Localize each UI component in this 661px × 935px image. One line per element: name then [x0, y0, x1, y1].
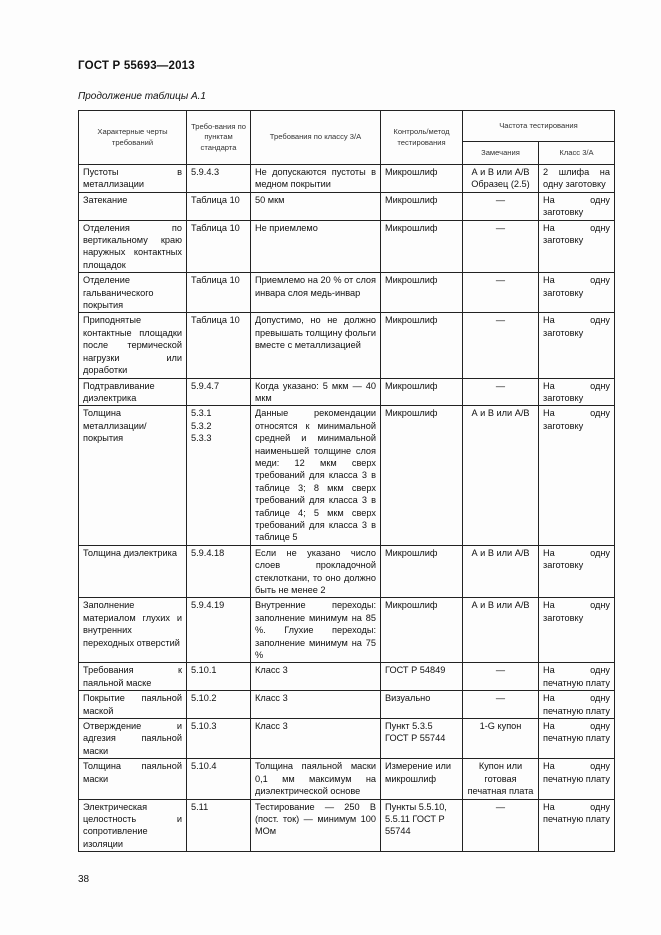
- cell-requirement: Класс 3: [251, 663, 381, 691]
- cell-clause: 5.10.1: [187, 663, 251, 691]
- cell-clause: 5.9.4.3: [187, 165, 251, 193]
- cell-notes: А и В или А/В: [463, 598, 539, 663]
- cell-class: На одну печатную плату: [539, 663, 615, 691]
- cell-feature: Толщина диэлектрика: [79, 545, 187, 598]
- cell-requirement: Допустимо, но не должно превышать толщину фольги вместе с металлизацией: [251, 313, 381, 378]
- cell-clause: Таблица 10: [187, 313, 251, 378]
- cell-class: На одну печатную плату: [539, 719, 615, 759]
- page-number: 38: [78, 874, 90, 885]
- cell-requirement: Когда указано: 5 мкм — 40 мкм: [251, 378, 381, 406]
- cell-method: Микрошлиф: [381, 273, 463, 313]
- cell-class: На одну печатную плату: [539, 799, 615, 852]
- cell-feature: Затекание: [79, 192, 187, 220]
- cell-class: На одну заготовку: [539, 545, 615, 598]
- cell-method: Микрошлиф: [381, 192, 463, 220]
- cell-class: На одну заготовку: [539, 598, 615, 663]
- cell-notes: 1-G купон: [463, 719, 539, 759]
- table-row: [79, 220, 615, 273]
- cell-requirement: Не приемлемо: [251, 220, 381, 273]
- cell-method: Микрошлиф: [381, 378, 463, 406]
- cell-feature: Приподнятые контактные площадки после термической нагрузки или доработки: [79, 313, 187, 378]
- cell-notes: —: [463, 273, 539, 313]
- cell-requirement: Класс 3: [251, 691, 381, 719]
- table-row: [79, 273, 615, 313]
- cell-clause: 5.9.4.7: [187, 378, 251, 406]
- cell-method: Измерение или микрошлиф: [381, 759, 463, 799]
- cell-requirement: Толщина паяльной маски 0,1 мм максимум на диэлектрической основе: [251, 759, 381, 799]
- table-row: [79, 663, 615, 691]
- table-row: [79, 691, 615, 719]
- cell-requirement: Не допускаются пустоты в медном покрытии: [251, 165, 381, 193]
- cell-notes: —: [463, 663, 539, 691]
- cell-clause: 5.3.1 5.3.2 5.3.3: [187, 406, 251, 545]
- cell-clause: 5.10.3: [187, 719, 251, 759]
- cell-requirement: Данные рекомендации относятся к минимальной средней и минимальной наименьшей толщине слоя меди: 12 мкм сверх требований для класса 3 в таблице 3; 8 мкм сверх требований для класса 3 в таблице 4; 5 мкм сверх требований для класса 3 в таблице 5: [251, 406, 381, 545]
- cell-clause: 5.11: [187, 799, 251, 852]
- cell-clause: 5.10.2: [187, 691, 251, 719]
- cell-notes: А и В или А/В Образец (2.5): [463, 165, 539, 193]
- header-feature: Характерные черты требований: [79, 111, 187, 165]
- header-requirement: Требования по классу 3/А: [251, 111, 381, 165]
- cell-feature: Электрическая целостность и сопротивление изоляции: [79, 799, 187, 852]
- cell-requirement: Если не указано число слоев прокладочной стеклоткани, то оно должно быть не менее 2: [251, 545, 381, 598]
- cell-notes: А и В или А/В: [463, 545, 539, 598]
- header-class: Класс 3/А: [539, 142, 615, 165]
- table-row: [79, 378, 615, 406]
- cell-notes: Купон или готовая печатная плата: [463, 759, 539, 799]
- cell-class: На одну заготовку: [539, 406, 615, 545]
- cell-feature: Отделения по вертикальному краю наружных контактных площадок: [79, 220, 187, 273]
- table-row: [79, 313, 615, 378]
- cell-method: Микрошлиф: [381, 313, 463, 378]
- table-row: [79, 759, 615, 799]
- cell-feature: Подтравливание диэлектрика: [79, 378, 187, 406]
- header-method: Контроль/метод тестирования: [381, 111, 463, 165]
- table-row: [79, 192, 615, 220]
- header-frequency: Частота тестирования: [463, 111, 615, 142]
- cell-requirement: Внутренние переходы: заполнение минимум на 85 %. Глухие переходы: заполнение минимум на 75 %: [251, 598, 381, 663]
- cell-feature: Отверждение и адгезия паяльной маски: [79, 719, 187, 759]
- table-row: [79, 598, 615, 663]
- cell-clause: Таблица 10: [187, 192, 251, 220]
- cell-notes: —: [463, 691, 539, 719]
- cell-notes: —: [463, 220, 539, 273]
- cell-class: На одну заготовку: [539, 313, 615, 378]
- cell-requirement: Тестирование — 250 В (пост. ток) — минимум 100 МОм: [251, 799, 381, 852]
- cell-class: На одну печатную плату: [539, 759, 615, 799]
- header-notes: Замечания: [463, 142, 539, 165]
- cell-feature: Требования к паяльной маске: [79, 663, 187, 691]
- cell-method: Микрошлиф: [381, 598, 463, 663]
- cell-method: ГОСТ Р 54849: [381, 663, 463, 691]
- cell-class: На одну печатную плату: [539, 691, 615, 719]
- document-title: ГОСТ Р 55693—2013: [78, 60, 195, 72]
- cell-notes: —: [463, 313, 539, 378]
- cell-clause: 5.9.4.18: [187, 545, 251, 598]
- table-row: [79, 719, 615, 759]
- cell-feature: Толщина металлизации/покрытия: [79, 406, 187, 545]
- cell-feature: Отделение гальванического покрытия: [79, 273, 187, 313]
- cell-method: Микрошлиф: [381, 406, 463, 545]
- cell-class: 2 шлифа на одну заготовку: [539, 165, 615, 193]
- cell-requirement: 50 мкм: [251, 192, 381, 220]
- table-row: [79, 406, 615, 545]
- cell-method: Визуально: [381, 691, 463, 719]
- cell-method: Пункт 5.3.5 ГОСТ Р 55744: [381, 719, 463, 759]
- cell-clause: 5.10.4: [187, 759, 251, 799]
- cell-class: На одну заготовку: [539, 378, 615, 406]
- cell-notes: —: [463, 378, 539, 406]
- cell-notes: —: [463, 192, 539, 220]
- cell-class: На одну заготовку: [539, 273, 615, 313]
- cell-method: Микрошлиф: [381, 165, 463, 193]
- table-caption: Продолжение таблицы А.1: [78, 91, 206, 102]
- requirements-table: [78, 110, 615, 852]
- table-row: [79, 545, 615, 598]
- cell-requirement: Класс 3: [251, 719, 381, 759]
- cell-class: На одну заготовку: [539, 220, 615, 273]
- cell-method: Микрошлиф: [381, 220, 463, 273]
- cell-method: Микрошлиф: [381, 545, 463, 598]
- cell-clause: Таблица 10: [187, 273, 251, 313]
- cell-class: На одну заготовку: [539, 192, 615, 220]
- cell-notes: А и В или А/В: [463, 406, 539, 545]
- cell-clause: Таблица 10: [187, 220, 251, 273]
- table-body: [79, 165, 615, 852]
- cell-method: Пункты 5.5.10, 5.5.11 ГОСТ Р 55744: [381, 799, 463, 852]
- cell-feature: Покрытие паяльной маской: [79, 691, 187, 719]
- table-row: [79, 165, 615, 193]
- table-row: [79, 799, 615, 852]
- header-clause: Требо-вания по пунктам стандарта: [187, 111, 251, 165]
- cell-feature: Толщина паяльной маски: [79, 759, 187, 799]
- cell-notes: —: [463, 799, 539, 852]
- cell-clause: 5.9.4.19: [187, 598, 251, 663]
- cell-requirement: Приемлемо на 20 % от слоя инвара слоя медь-инвар: [251, 273, 381, 313]
- cell-feature: Пустоты в металлизации: [79, 165, 187, 193]
- cell-feature: Заполнение материалом глухих и внутренних переходных отверстий: [79, 598, 187, 663]
